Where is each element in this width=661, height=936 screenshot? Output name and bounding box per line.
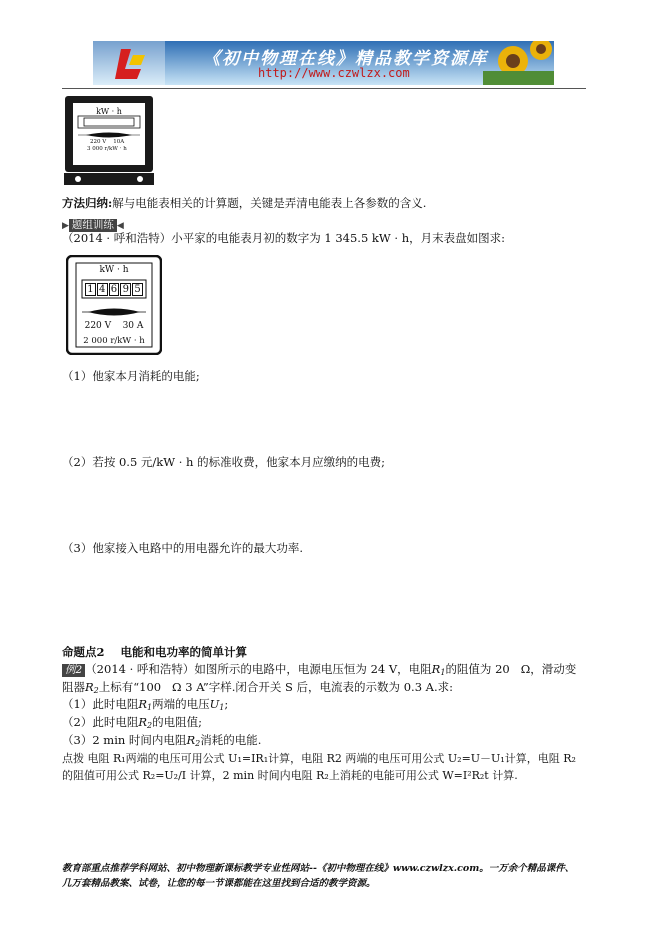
question-source: （2014 · 呼和浩特）小平家的电能表月初的数字为 1 345.5 kW · h，月末表盘如图求: bbox=[62, 231, 505, 245]
resistor-r2-symbol: R bbox=[85, 680, 94, 694]
question-part-2: （2）若按 0.5 元/kW · h 的标准收费，他家本月应缴纳的电费; bbox=[62, 455, 385, 469]
q1-text-a: （1）此时电阻 bbox=[62, 697, 139, 711]
q3-text-b: 消耗的电能. bbox=[200, 733, 262, 747]
footer-line-2: 几万套精品教案、试卷，让您的每一节课都能在这里找到合适的教学资源。 bbox=[62, 878, 376, 889]
q3-resistor-subscript: 2 bbox=[195, 739, 201, 748]
electric-meter-figure-2 bbox=[66, 255, 162, 355]
example-2-text-a: （2014 · 呼和浩特）如图所示的电路中，电源电压恒为 24 V，电阻 bbox=[85, 662, 432, 676]
meter1-unit: kW · h bbox=[96, 107, 122, 116]
example-2-tag: 例2 bbox=[62, 664, 85, 677]
practice-tag-label: 题组训练 bbox=[69, 219, 117, 232]
meter1-rating: 220 V 10A bbox=[90, 139, 125, 145]
method-label: 方法归纳: bbox=[62, 196, 113, 210]
site-logo bbox=[111, 47, 151, 81]
q1-resistor-symbol: R bbox=[138, 697, 147, 711]
q3-text-a: （3）2 min 时间内电阻 bbox=[62, 733, 187, 747]
q1-voltage-subscript: 1 bbox=[219, 703, 225, 712]
header-rule bbox=[62, 88, 586, 89]
question-part-1: （1）他家本月消耗的电能; bbox=[62, 369, 200, 383]
practice-tag: ▶ 题组训练 ◀ bbox=[62, 219, 124, 231]
hint-line-1: 点拨 电阻 R₁两端的电压可用公式 U₁=IR₁计算，电阻 R2 两端的电压可用公式 U₂=U－U₁计算，电阻 R₂ bbox=[62, 752, 576, 765]
example-2-question-2 bbox=[62, 715, 202, 733]
electric-meter-figure-1 bbox=[64, 95, 154, 187]
example-2-question-3 bbox=[62, 733, 261, 751]
q1-text-b: 两端的电压 bbox=[152, 697, 210, 711]
method-summary bbox=[62, 196, 426, 211]
meter2-digit-window bbox=[85, 283, 143, 296]
example-2-question-1 bbox=[62, 697, 228, 715]
q1-text-c: ; bbox=[224, 697, 229, 711]
footer-line-1: 教育部重点推荐学科网站、初中物理新课标教学专业性网站--《初中物理在线》www.czwlzx.com。一万余个精品课件、 bbox=[62, 863, 575, 874]
meter2-digit: 9 bbox=[120, 283, 131, 296]
meter2-digit: 6 bbox=[109, 283, 120, 296]
q2-text-b: 的电阻值; bbox=[152, 715, 202, 729]
meter2-digit: 5 bbox=[132, 283, 143, 296]
resistor-r1-subscript: 1 bbox=[440, 668, 446, 677]
meter2-unit: kW · h bbox=[99, 265, 129, 275]
example-2-text-c: 阻器 bbox=[62, 680, 85, 694]
q3-resistor-symbol: R bbox=[186, 733, 196, 747]
resistor-r1-symbol: R bbox=[431, 662, 441, 676]
topic-2-heading: 命题点2 电能和电功率的简单计算 bbox=[62, 645, 248, 659]
q1-resistor-subscript: 1 bbox=[147, 703, 153, 712]
example-2-text-b: 的阻值为 20 Ω，滑动变 bbox=[445, 662, 577, 676]
banner-title: 《初中物理在线》精品教学资源库 bbox=[203, 49, 488, 69]
q1-voltage-symbol: U bbox=[209, 697, 220, 711]
method-text: 解与电能表相关的计算题，关键是弄清电能表上各参数的含义. bbox=[112, 196, 427, 210]
q2-resistor-symbol: R bbox=[138, 715, 147, 729]
meter2-digit: 1 bbox=[85, 283, 96, 296]
question-part-3: （3）他家接入电路中的用电器允许的最大功率. bbox=[62, 541, 303, 555]
q2-resistor-subscript: 2 bbox=[147, 721, 153, 730]
example-2-line-2 bbox=[62, 680, 453, 698]
example-2-text-d: 上标有“100 Ω 3 A”字样.闭合开关 S 后，电流表的示数为 0.3 A.求: bbox=[98, 680, 453, 694]
meter2-digit: 4 bbox=[97, 283, 108, 296]
header-banner bbox=[93, 41, 554, 85]
example-2-line-1 bbox=[62, 662, 576, 680]
meter2-rate: 2 000 r/kW · h bbox=[83, 336, 145, 346]
q2-text-a: （2）此时电阻 bbox=[62, 715, 139, 729]
hint-line-2: 的阻值可用公式 R₂=U₂/I 计算，2 min 时间内电阻 R₂上消耗的电能可用公式 W=I²R₂t 计算. bbox=[62, 769, 518, 782]
meter2-rating: 220 V 30 A bbox=[84, 321, 144, 331]
banner-url[interactable]: http://www.czwlzx.com bbox=[258, 66, 410, 80]
resistor-r2-subscript: 2 bbox=[93, 686, 99, 695]
meter1-rate: 3 000 r/kW · h bbox=[87, 146, 127, 152]
